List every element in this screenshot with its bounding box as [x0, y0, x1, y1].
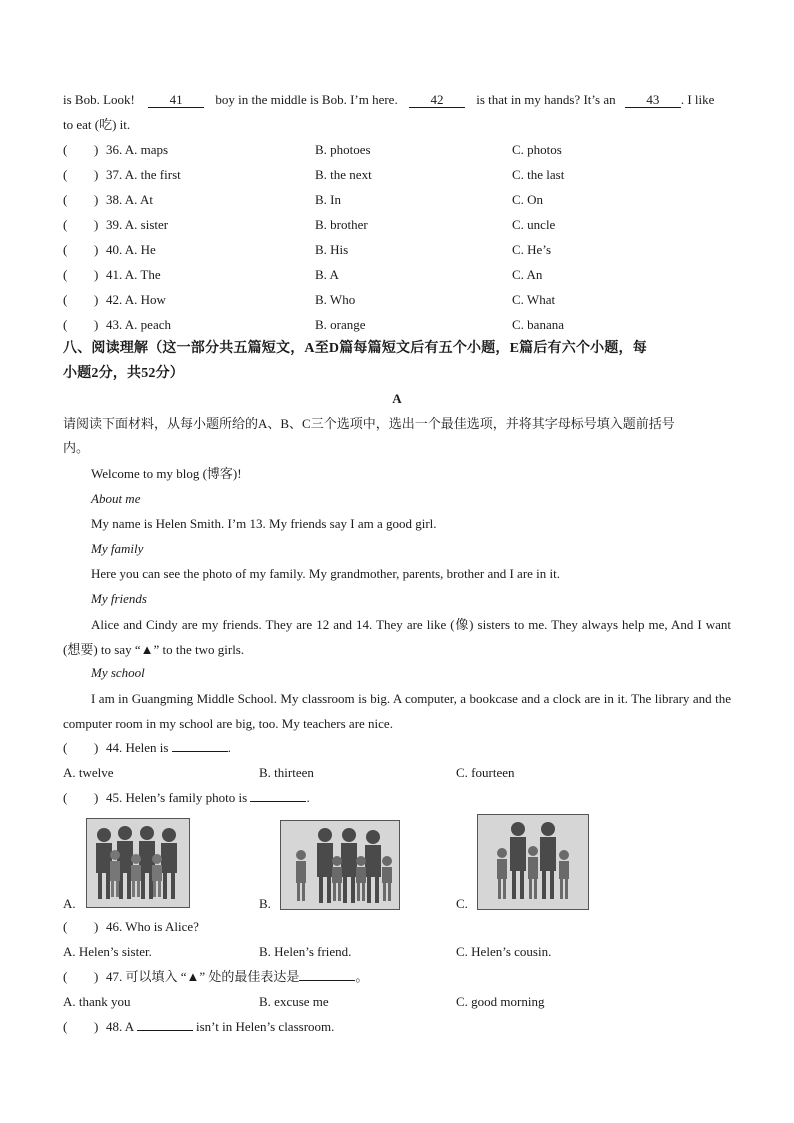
option-a: 36. A. maps	[106, 142, 169, 157]
option-c: C. Helen’s cousin.	[456, 944, 552, 959]
option-b: B. In	[315, 192, 341, 207]
option-c: C. An	[512, 267, 543, 282]
answer-paren-close: )	[94, 267, 99, 282]
family-photo-c-image	[478, 815, 588, 909]
cloze-option-row	[63, 241, 731, 259]
answer-paren-open: (	[63, 790, 68, 805]
cloze-text: is Bob. Look!	[63, 92, 135, 107]
option-b: B. the next	[315, 167, 372, 182]
cloze-option-row	[63, 216, 731, 234]
blog-friends-text: Alice and Cindy are my friends. They are 12 and 14. They are like (像) sisters to me. They always help me, And I want (想要) to say “▲” to the two girls.	[63, 617, 731, 657]
q44-options	[63, 764, 731, 782]
question-stem: 46. Who is Alice?	[106, 919, 199, 934]
question-stem: 44. Helen is .	[106, 740, 231, 755]
cloze-text: boy in the middle is Bob. I’m here.	[215, 92, 398, 107]
blog-about-heading: About me	[91, 491, 141, 506]
option-a: A. Helen’s sister.	[63, 944, 152, 959]
answer-paren-open: (	[63, 1019, 68, 1034]
answer-paren-open: (	[63, 740, 68, 755]
answer-paren-open: (	[63, 267, 68, 282]
option-b: B. orange	[315, 317, 366, 332]
blog-family-text: Here you can see the photo of my family. My grandmother, parents, brother and I are in it.	[91, 566, 561, 581]
option-c: C. fourteen	[456, 765, 515, 780]
answer-paren-open: (	[63, 167, 68, 182]
family-photo-a-image	[87, 819, 189, 907]
cloze-option-row	[63, 141, 731, 159]
cloze-text-line-1	[63, 91, 731, 109]
blog-friends-heading: My friends	[91, 591, 147, 606]
option-a: A. thank you	[63, 994, 131, 1009]
option-c-label: C.	[456, 896, 468, 911]
answer-paren-close: )	[94, 217, 99, 232]
answer-paren-close: )	[94, 969, 99, 984]
blog-family-heading: My family	[91, 541, 144, 556]
cloze-text: . I like	[680, 92, 715, 107]
cloze-option-row	[63, 166, 731, 184]
question-46	[63, 918, 731, 936]
option-a: 43. A. peach	[106, 317, 171, 332]
blog-school-text: I am in Guangming Middle School. My classroom is big. A computer, a bookcase and a clock are in it. The library and the computer room in my school are big, too. My teachers are nice.	[63, 691, 731, 731]
answer-paren-open: (	[63, 217, 68, 232]
question-stem: 45. Helen’s family photo is .	[106, 790, 310, 805]
question-stem: 47. 可以填入 “▲” 处的最佳表达是 。	[106, 969, 369, 984]
option-b: B. His	[315, 242, 349, 257]
answer-paren-open: (	[63, 242, 68, 257]
option-a: 37. A. the first	[106, 167, 181, 182]
blank-41: 41	[148, 92, 204, 108]
cloze-text: is that in my hands? It’s an	[476, 92, 616, 107]
cloze-option-row	[63, 316, 731, 334]
question-45	[63, 789, 731, 807]
answer-paren-close: )	[94, 317, 99, 332]
option-c: C. the last	[512, 167, 565, 182]
cloze-text-line-2: to eat (吃) it.	[63, 117, 131, 132]
option-c: C. good morning	[456, 994, 545, 1009]
option-b: B. A	[315, 267, 339, 282]
instruction: 请阅读下面材料，从每小题所给的A、B、C三个选项中，选出一个最佳选项，并将其字母标号填入题前括号	[63, 416, 675, 431]
blog-about-text: My name is Helen Smith. I’m 13. My friends say I am a good girl.	[91, 516, 437, 531]
answer-paren-close: )	[94, 242, 99, 257]
option-b: B. brother	[315, 217, 368, 232]
cloze-option-row	[63, 191, 731, 209]
blog-school-heading: My school	[91, 665, 145, 680]
option-b: B. Helen’s friend.	[259, 944, 352, 959]
option-b: B. Who	[315, 292, 356, 307]
option-a: 41. A. The	[106, 267, 161, 282]
answer-paren-close: )	[94, 740, 99, 755]
section-title: 八、阅读理解（这一部分共五篇短文，A至D篇每篇短文后有五个小题，E篇后有六个小题，每	[63, 341, 647, 356]
answer-paren-open: (	[63, 142, 68, 157]
answer-paren-close: )	[94, 292, 99, 307]
family-photo-c	[477, 814, 589, 910]
option-a: 40. A. He	[106, 242, 156, 257]
answer-paren-close: )	[94, 192, 99, 207]
option-c: C. He’s	[512, 242, 551, 257]
option-b-label: B.	[259, 896, 271, 911]
q46-options	[63, 943, 731, 961]
option-b: B. excuse me	[259, 994, 329, 1009]
option-a: A. twelve	[63, 765, 114, 780]
family-photo-a	[86, 818, 190, 908]
option-a: 39. A. sister	[106, 217, 169, 232]
blank-42: 42	[409, 92, 465, 108]
family-photo-b	[280, 820, 400, 910]
answer-paren-open: (	[63, 192, 68, 207]
blog-welcome: Welcome to my blog (博客)!	[91, 466, 242, 481]
answer-paren-open: (	[63, 969, 68, 984]
option-c: C. uncle	[512, 217, 556, 232]
family-photo-b-image	[281, 821, 399, 909]
answer-paren-close: )	[94, 790, 99, 805]
answer-paren-open: (	[63, 292, 68, 307]
option-b: B. thirteen	[259, 765, 314, 780]
answer-paren-close: )	[94, 167, 99, 182]
question-stem: 48. A isn’t in Helen’s classroom.	[106, 1019, 335, 1034]
cloze-option-row	[63, 291, 731, 309]
option-c: C. banana	[512, 317, 564, 332]
answer-paren-open: (	[63, 317, 68, 332]
option-c: C. On	[512, 192, 544, 207]
option-c: C. photos	[512, 142, 562, 157]
option-a: 42. A. How	[106, 292, 166, 307]
question-47	[63, 968, 731, 986]
cloze-option-row	[63, 266, 731, 284]
question-44	[63, 739, 731, 757]
option-b: B. photoes	[315, 142, 371, 157]
answer-paren-close: )	[94, 919, 99, 934]
option-a-label: A.	[63, 896, 76, 911]
option-a: 38. A. At	[106, 192, 153, 207]
answer-paren-open: (	[63, 919, 68, 934]
instruction-cont: 内。	[63, 440, 90, 455]
q47-options	[63, 993, 731, 1011]
question-48	[63, 1018, 731, 1036]
answer-paren-close: )	[94, 1019, 99, 1034]
passage-heading: A	[392, 391, 402, 406]
option-c: C. What	[512, 292, 556, 307]
blank-43: 43	[625, 92, 681, 108]
answer-paren-close: )	[94, 142, 99, 157]
section-title-cont: 小题2分，共52分）	[63, 366, 184, 381]
